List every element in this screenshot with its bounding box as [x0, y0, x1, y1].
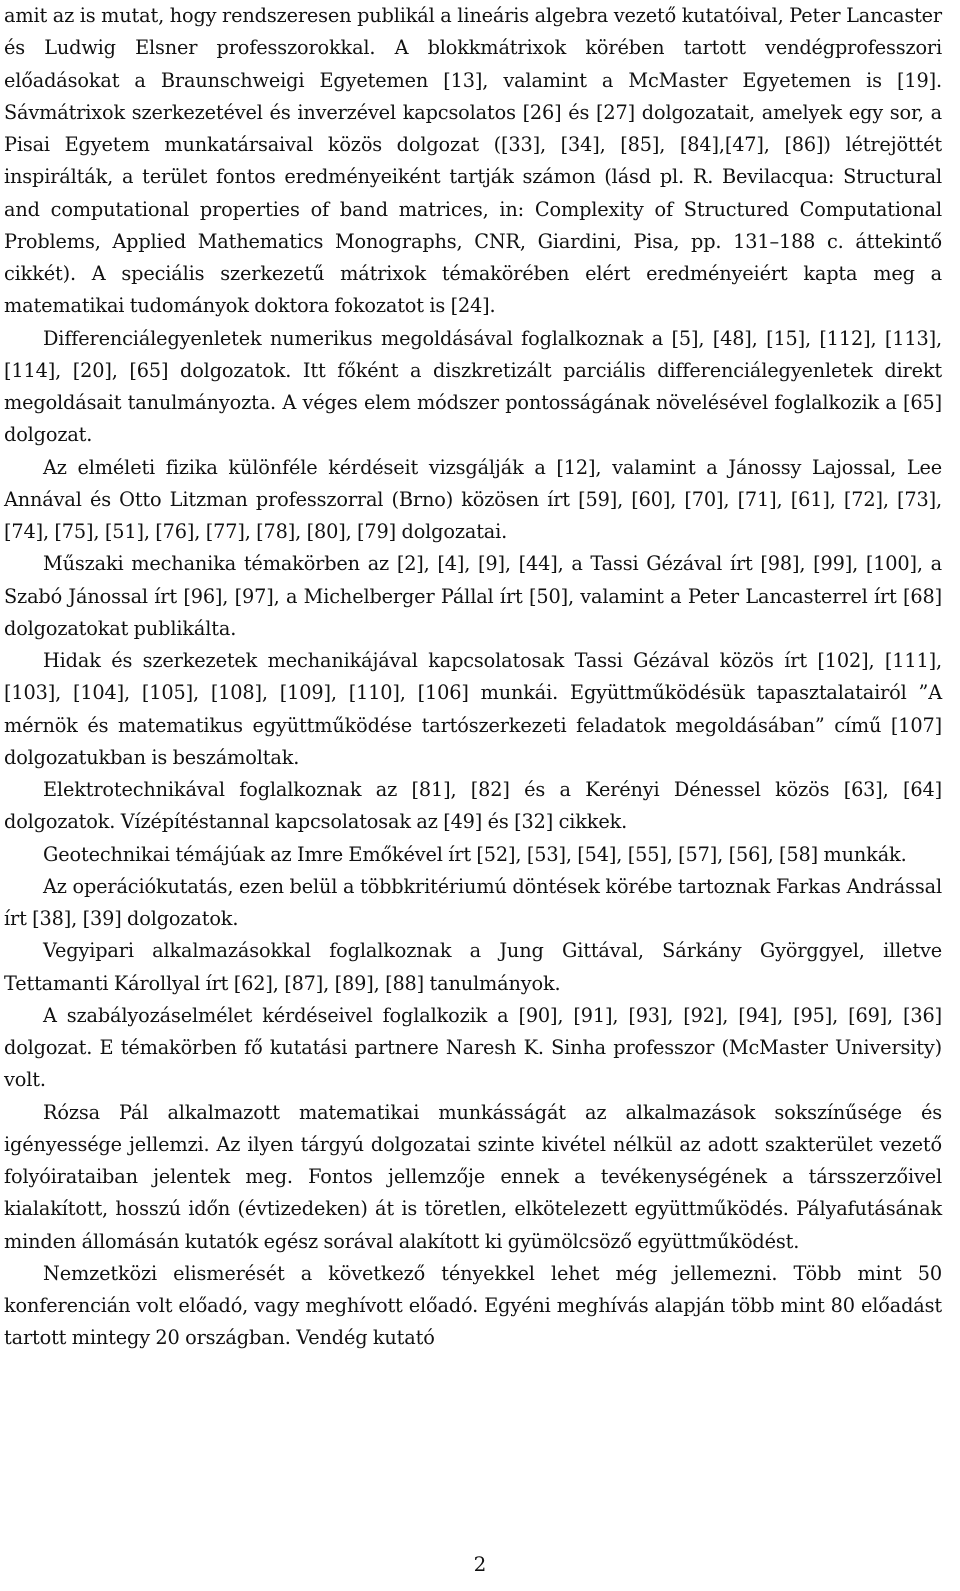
paragraph-11: Rózsa Pál alkalmazott matematikai munkásságát az alkalmazások sokszínűsége és igényessége jellemzi. Az ilyen tárgyú dolgozatai szinte kivétel nélkül az adott szakterület vezető folyóirataiban jelentek meg. Fontos jellemzője ennek a tevékenységének a társszerzőivel kialakított, hosszú időn (évtizedeken) át is töretlen, elkötelezett együttműködés. Pályafutásának minden állomásán kutatók egész sorával alakított ki gyümölcsöző együttműködést. — [4, 1100, 942, 1253]
paragraph-12: Nemzetközi elismerését a következő tényekkel lehet még jellemezni. Több mint 50 konferencián volt előadó, vagy meghívott előadó. Egyéni meghívás alapján több mint 80 előadást tartott mintegy 20 országban. Vendég kutató — [4, 1261, 942, 1350]
body-text — [4, 0, 942, 1355]
paragraph-9: Vegyipari alkalmazásokkal foglalkoznak a Jung Gittával, Sárkány Györggyel, illetve Tettamanti Károllyal írt [62], [87], [89], [88] tanulmányok. — [4, 939, 942, 995]
paragraph-10: A szabályozáselmélet kérdéseivel foglalkozik a [90], [91], [93], [92], [94], [95], [69], [36] dolgozat. E témakörben fő kutatási partnere Naresh K. Sinha professzor (McMaster University) volt. — [4, 1003, 942, 1092]
paragraph-8: Az operációkutatás, ezen belül a többkritériumú döntések körébe tartoznak Farkas Andrással írt [38], [39] dolgozatok. — [4, 874, 942, 930]
paragraph-1: amit az is mutat, hogy rendszeresen publikál a lineáris algebra vezető kutatóival, Peter Lancaster és Ludwig Elsner professzorokkal. A blokkmátrixok körében tartott vendégprofesszori előadásokat a Braunschweigi Egyetemen [13], valamint a McMaster Egyetemen is [19]. Sávmátrixok szerkezetével és inverzével kapcsolatos [26] és [27] dolgozatait, amelyek egy sor, a Pisai Egyetem munkatársaival közös dolgozat ([33], [34], [85], [84],[47], [86]) létrejöttét inspirálták, a terület fontos eredményeiként tartják számon (lásd pl. R. Bevilacqua: Structural and computational properties of band matrices, in: Complexity of Structured Computational Problems, Applied Mathematics Monographs, CNR, Giardini, Pisa, pp. 131–188 c. áttekintő cikkét). A speciális szerkezetű mátrixok témakörében elért eredményeiért kapta meg a matematikai tudományok doktora fokozatot is [24]. — [4, 4, 942, 318]
paragraph-5: Hidak és szerkezetek mechanikájával kapcsolatosak Tassi Gézával közös írt [102], [111], [103], [104], [105], [108], [109], [110], [106] munkái. Együttműködésük tapasztalatairól ”A mérnök és matematikus együttműködése tartószerkezeti feladatok megoldásában” című [107] dolgozatukban is beszámoltak. — [4, 649, 942, 769]
paragraph-3: Az elméleti fizika különféle kérdéseit vizsgálják a [12], valamint a Jánossy Lajossal, Lee Annával és Otto Litzman professzorral (Brno) közösen írt [59], [60], [70], [71], [61], [72], [73], [74], [75], [51], [76], [77], [78], [80], [79] dolgozatai. — [4, 455, 942, 543]
paragraph-4: Műszaki mechanika témakörben az [2], [4], [9], [44], a Tassi Gézával írt [98], [99], [100], a Szabó Jánossal írt [96], [97], a Michelberger Pállal írt [50], valamint a Peter Lancasterrel írt [68] dolgozatokat publikálta. — [4, 552, 942, 640]
page-number: 2 — [473, 1552, 487, 1576]
paragraph-7: Geotechnikai témájúak az Imre Emőkével írt [52], [53], [54], [55], [57], [56], [58] munkák. — [43, 842, 907, 866]
paragraph-6: Elektrotechnikával foglalkoznak az [81], [82] és a Kerényi Dénessel közös [63], [64] dolgozatok. Vízépítéstannal kapcsolatosak az [49] és [32] cikkek. — [4, 778, 942, 834]
paragraph-2: Differenciálegyenletek numerikus megoldásával foglalkoznak a [5], [48], [15], [112], [113], [114], [20], [65] dolgozatok. Itt főként a diszkretizált parciális differenciálegyenletek direkt megoldásait tanulmányozta. A véges elem módszer pontosságának növelésével foglalkozik a [65] dolgozat. — [4, 326, 942, 447]
